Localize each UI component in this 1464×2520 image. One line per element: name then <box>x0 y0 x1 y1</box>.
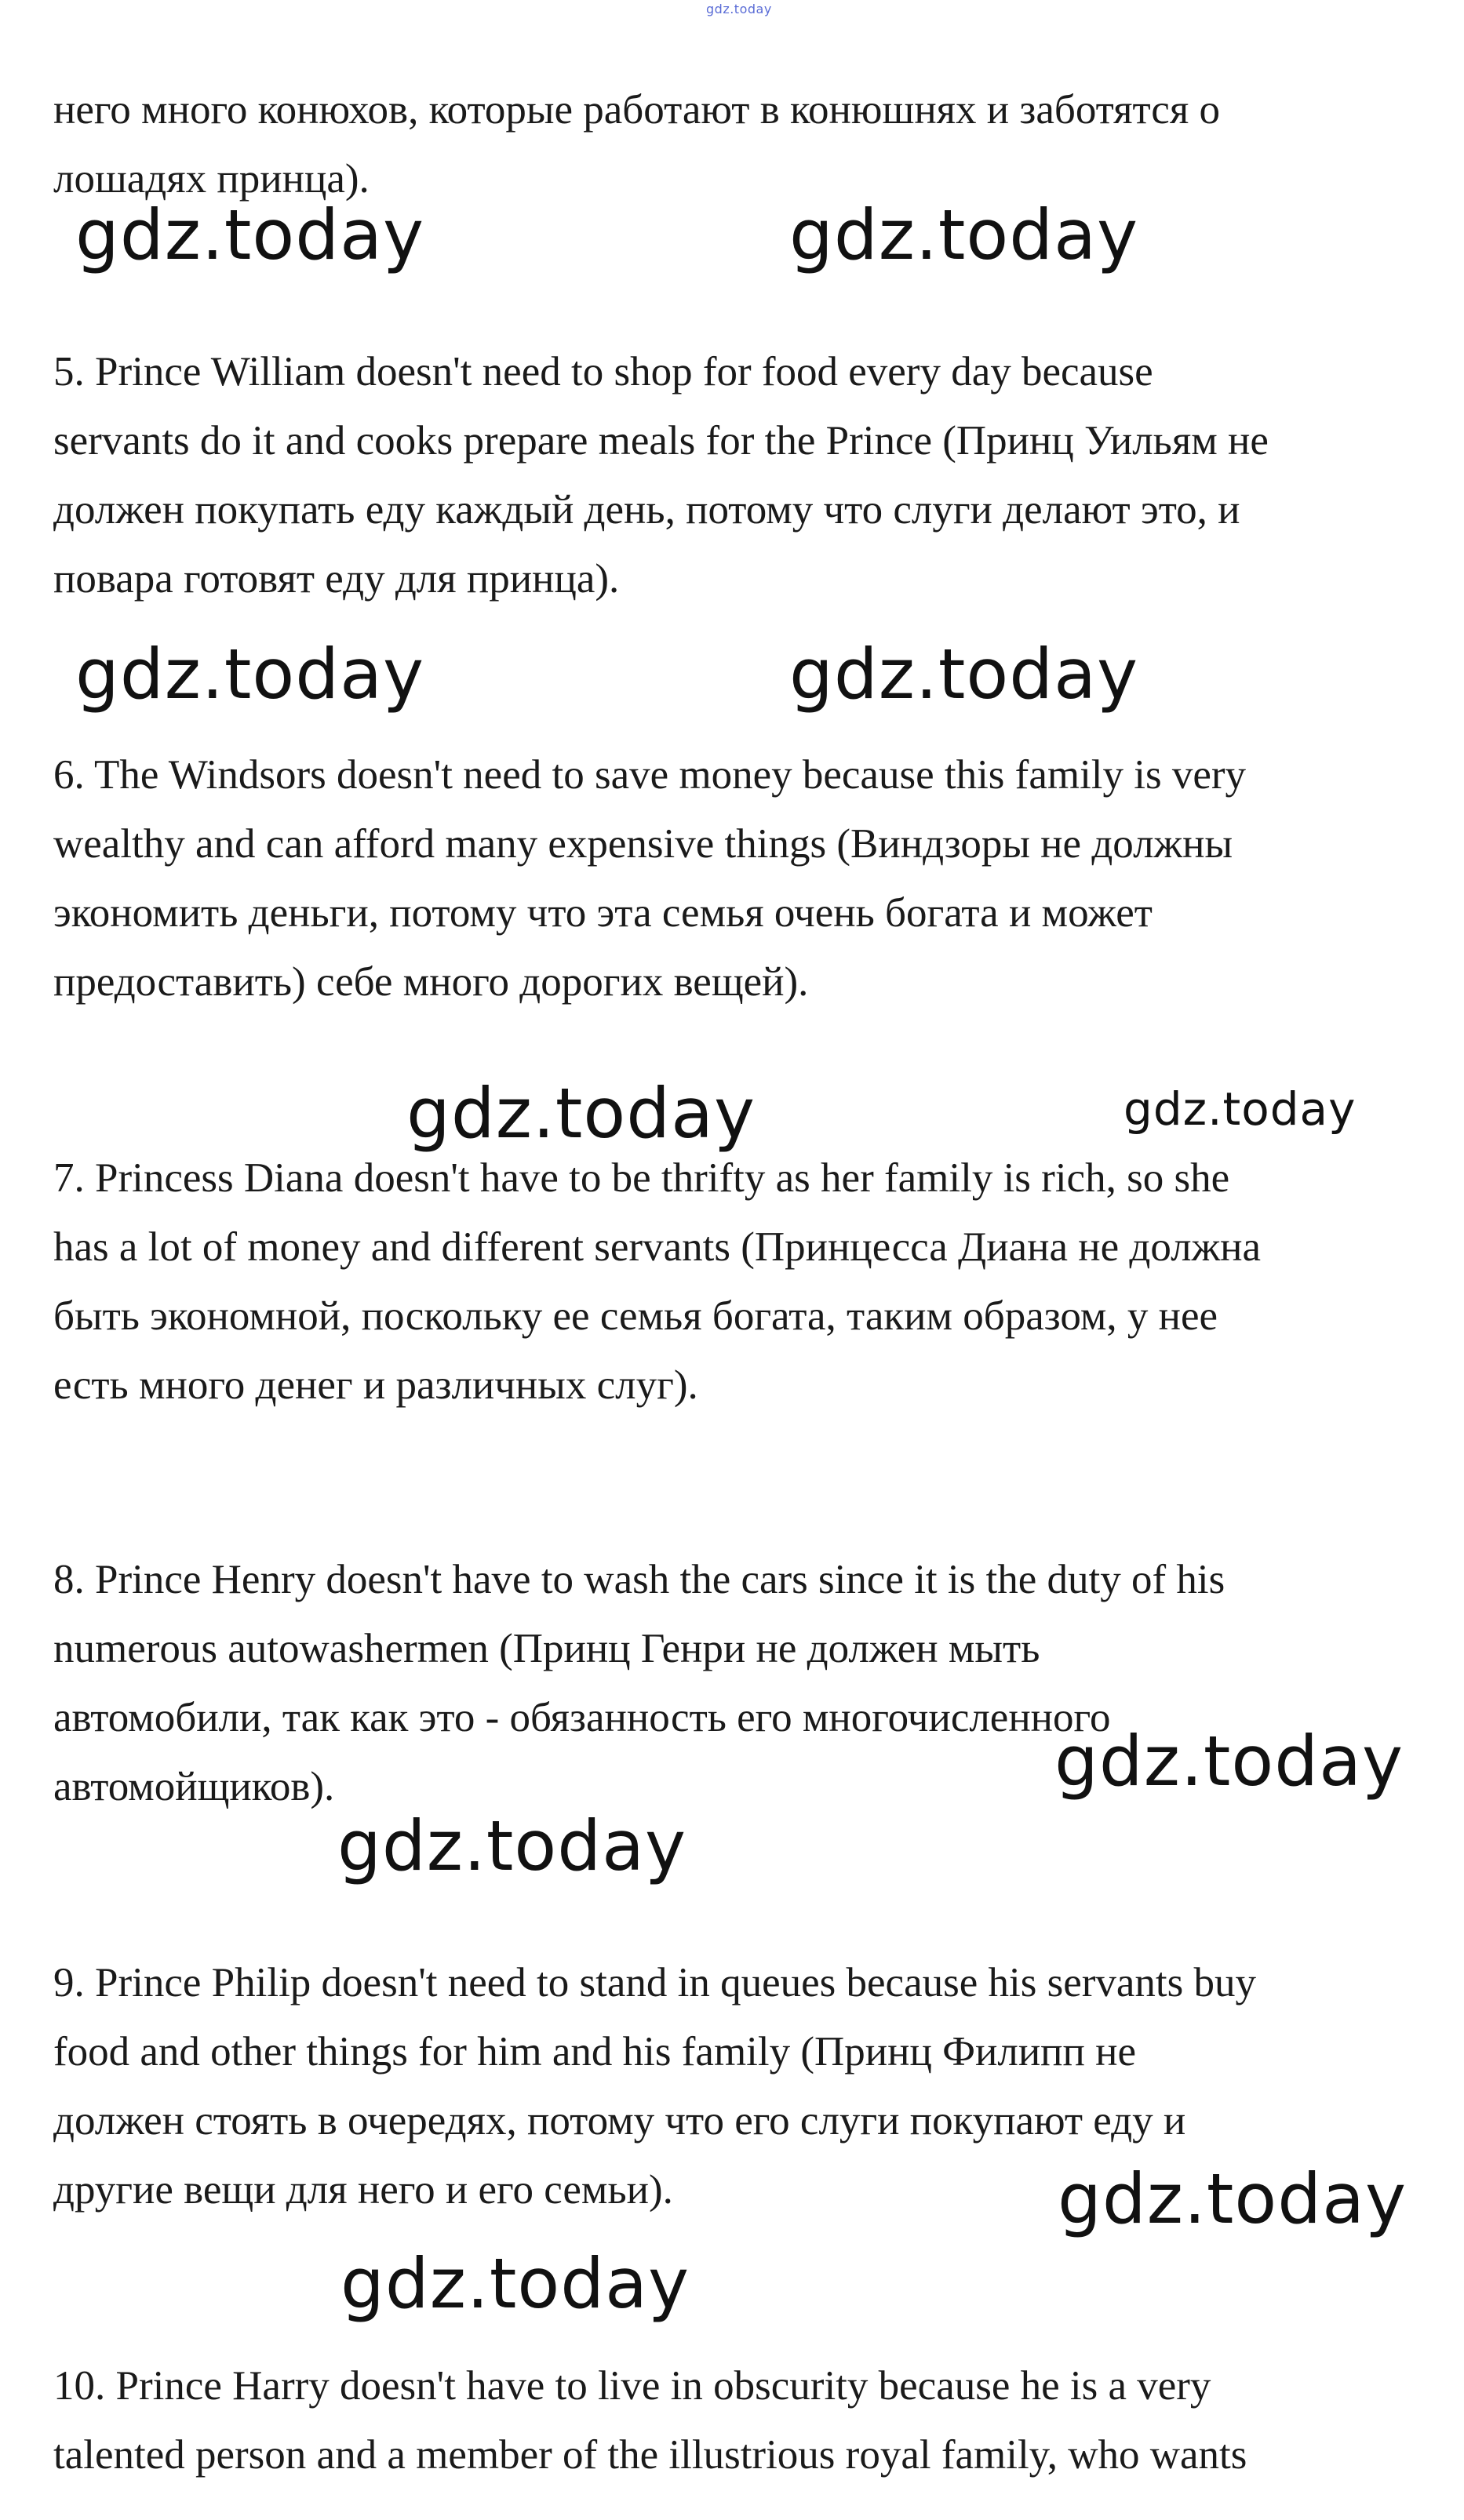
text-line: должен покупать еду каждый день, потому что слуги делают это, и <box>53 487 1240 533</box>
paragraph-item-5 <box>53 337 1418 613</box>
text-line: talented person and a member of the illustrious royal family, who wants <box>53 2432 1247 2478</box>
text-line: автомойщиков). <box>53 1764 335 1809</box>
paragraph-item-6 <box>53 740 1418 1016</box>
paragraph-continuation <box>53 75 1418 213</box>
text-line: numerous autowashermen (Принц Генри не должен мыть <box>53 1626 1040 1671</box>
text-line: лошадях принца). <box>53 156 370 202</box>
text-line: повара готовят еду для принца). <box>53 556 620 602</box>
text-line: food and other things for him and his family (Принц Филипп не <box>53 2029 1137 2075</box>
text-line: 6. The Windsors doesn't need to save money because this family is very <box>53 752 1247 798</box>
text-line: has a lot of money and different servants (Принцесса Диана не должна <box>53 1224 1262 1270</box>
text-line: должен стоять в очередях, потому что его слуги покупают еду и <box>53 2098 1186 2144</box>
watermark-logo: gdz.today <box>406 1073 756 1154</box>
watermark-logo: gdz.today <box>1058 2158 1408 2239</box>
watermark-logo: gdz.today <box>75 634 425 715</box>
text-line: быть экономной, поскольку ее семья богата, таким образом, у нее <box>53 1293 1218 1339</box>
text-line: экономить деньги, потому что эта семья очень богата и может <box>53 890 1153 936</box>
watermark-logo: gdz.today <box>789 634 1139 715</box>
watermark-logo: gdz.today <box>1054 1721 1404 1802</box>
text-line: servants do it and cooks prepare meals for the Prince (Принц Уильям не <box>53 418 1269 464</box>
watermark-logo: gdz.today <box>789 195 1139 275</box>
paragraph-item-10 <box>53 2351 1418 2489</box>
header-watermark: gdz.today <box>706 2 772 16</box>
text-line: него много конюхов, которые работают в конюшнях и заботятся о <box>53 87 1220 133</box>
paragraph-item-7 <box>53 1144 1418 1420</box>
text-line: 9. Prince Philip doesn't need to stand in queues because his servants buy <box>53 1960 1257 2005</box>
watermark-logo: gdz.today <box>341 2243 690 2324</box>
text-line: другие вещи для него и его семьи). <box>53 2167 673 2213</box>
watermark-logo: gdz.today <box>1123 1082 1357 1136</box>
text-line: есть много денег и различных слуг). <box>53 1362 698 1408</box>
text-line: 5. Prince William doesn't need to shop for food every day because <box>53 349 1153 395</box>
text-line: предоставить) себе много дорогих вещей). <box>53 959 809 1005</box>
text-line: 7. Princess Diana doesn't have to be thrifty as her family is rich, so she <box>53 1155 1230 1201</box>
text-line: автомобили, так как это - обязанность его многочисленного <box>53 1695 1111 1740</box>
text-line: 8. Prince Henry doesn't have to wash the cars since it is the duty of his <box>53 1557 1225 1602</box>
watermark-logo: gdz.today <box>337 1805 687 1886</box>
watermark-logo: gdz.today <box>75 195 425 275</box>
text-line: 10. Prince Harry doesn't have to live in obscurity because he is a very <box>53 2363 1211 2409</box>
text-line: wealthy and can afford many expensive things (Виндзоры не должны <box>53 821 1233 867</box>
